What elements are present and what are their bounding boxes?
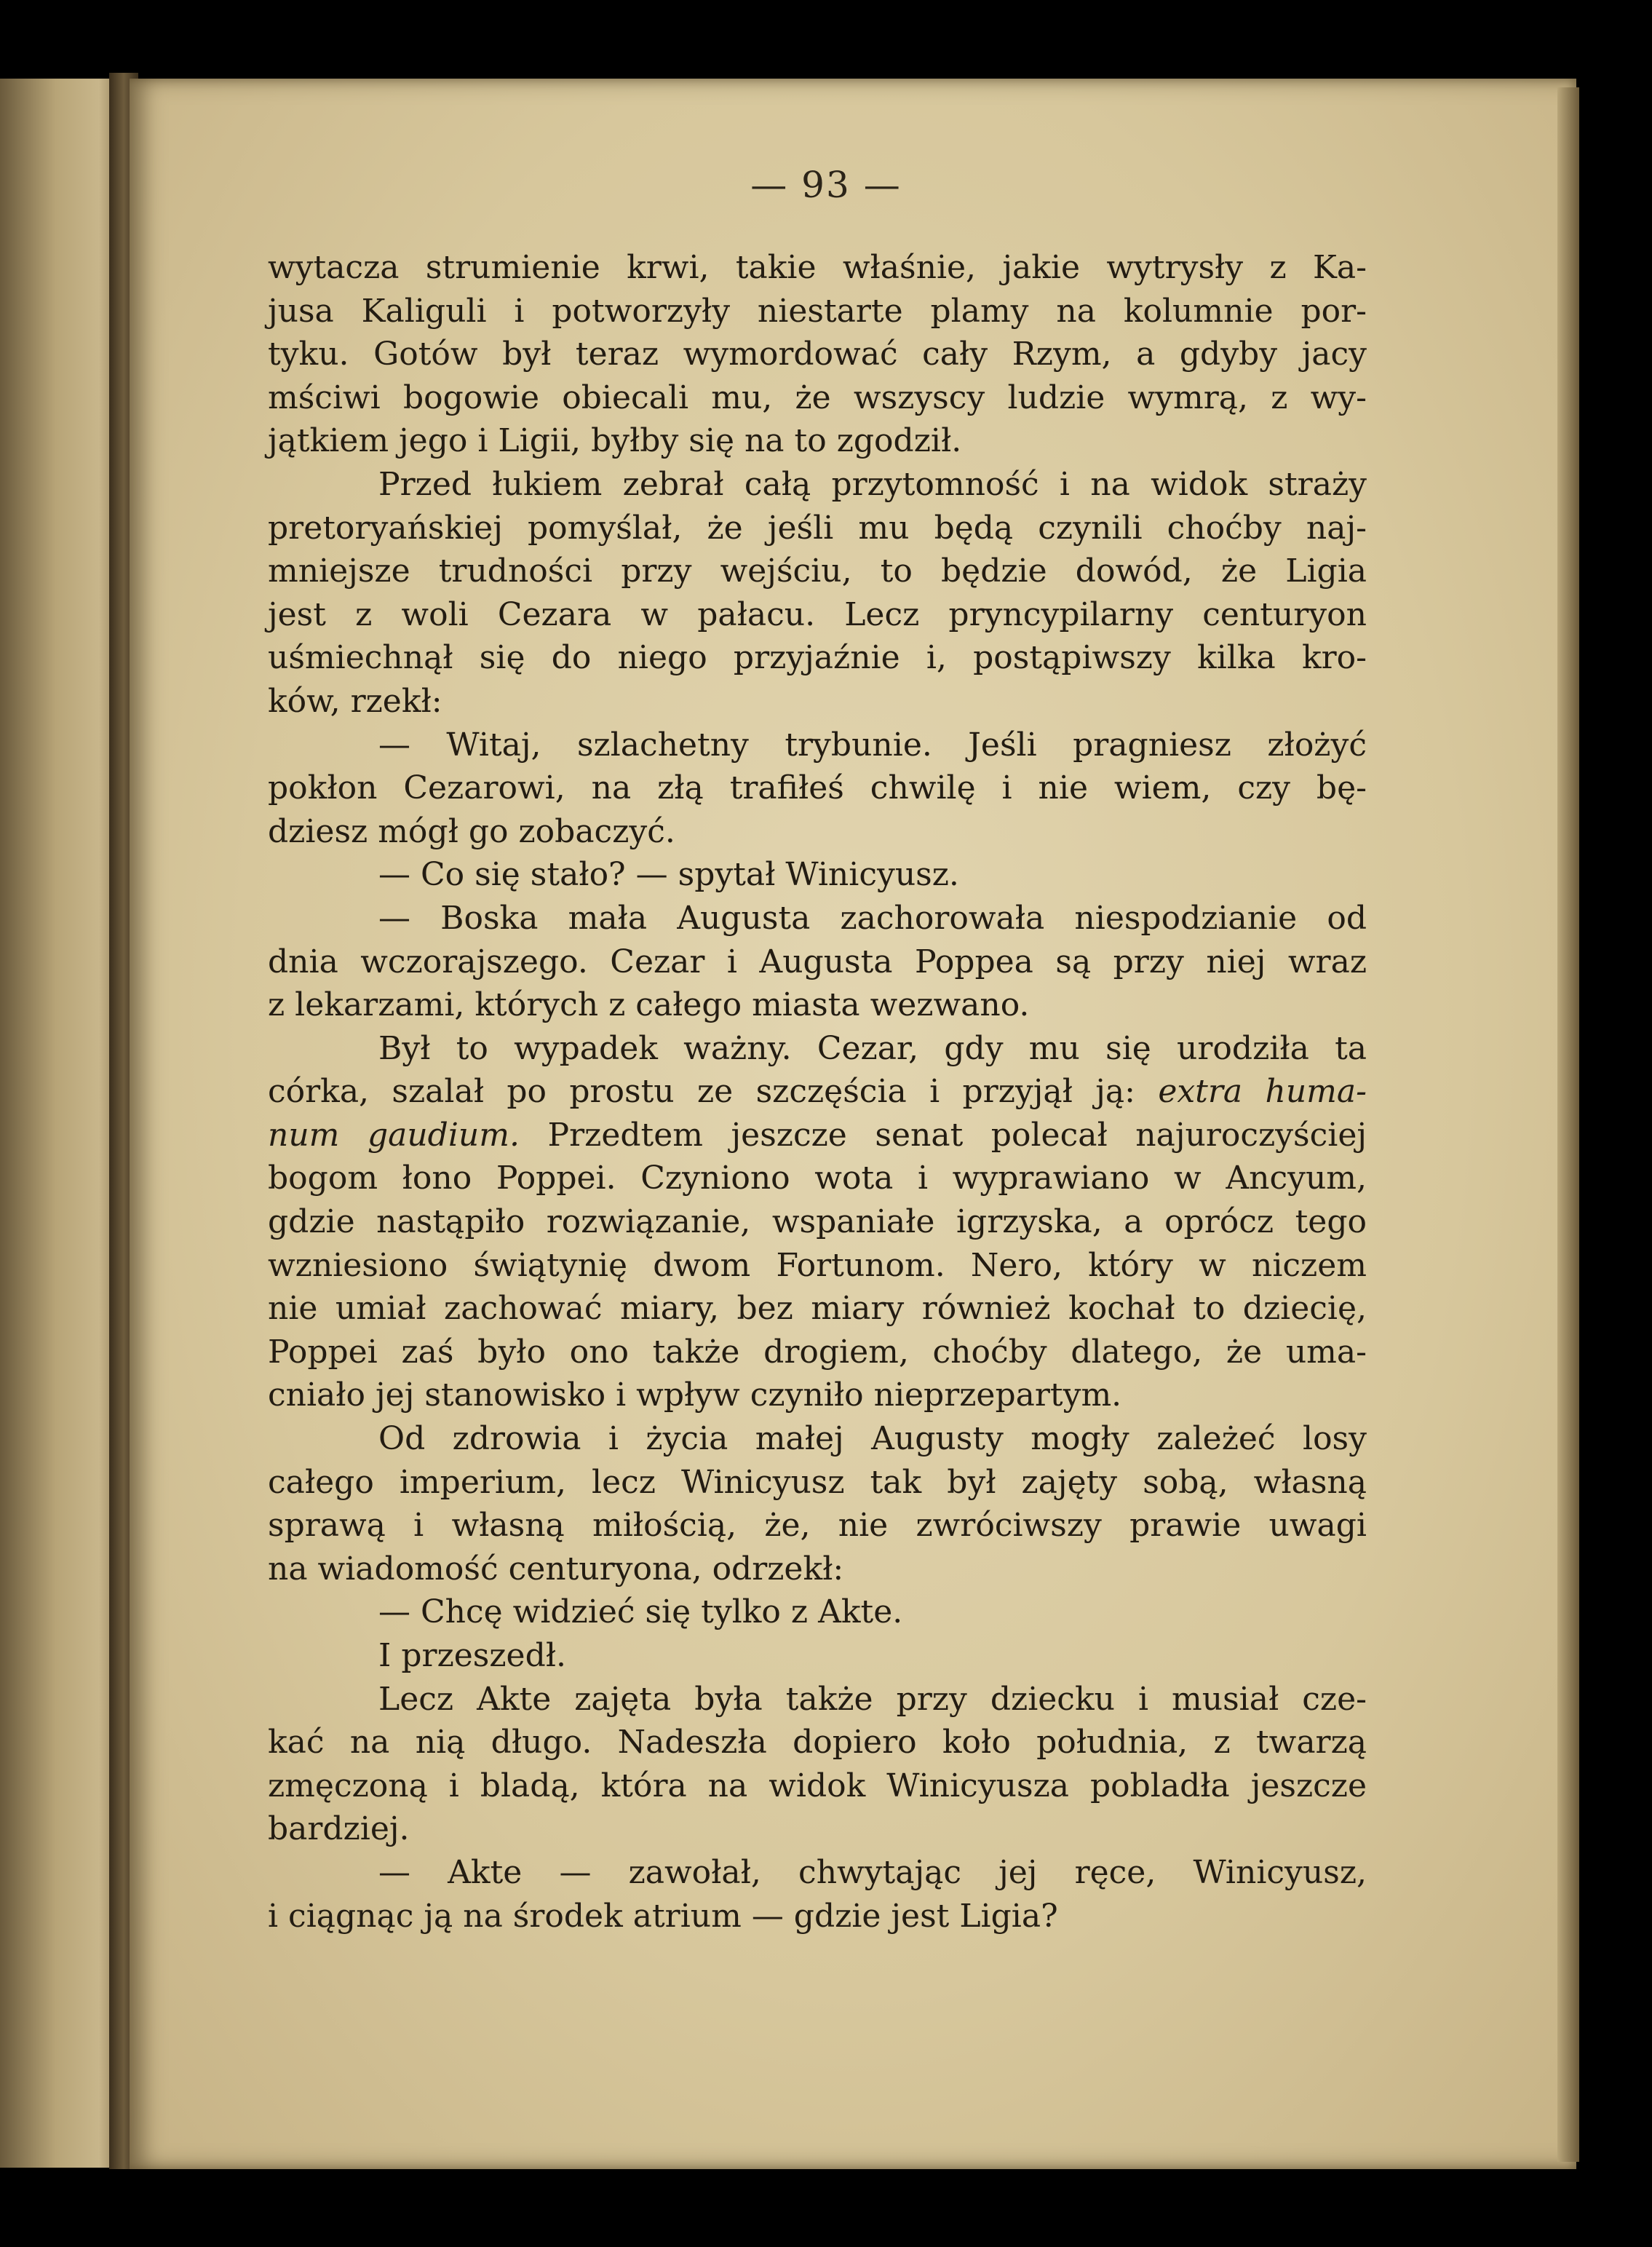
text-line: bogom łono Poppei. Czyniono wota i wyprawiano w Ancyum, (268, 1160, 1367, 1197)
page-number: — 93 — (750, 164, 902, 206)
text-line: Poppei zaś było ono także drogiem, choćby dlatego, że uma- (268, 1333, 1367, 1371)
text-line: — Boska mała Augusta zachorowała niespodzianie od (378, 899, 1367, 937)
text-line: wzniesiono świątynię dwom Fortunom. Nero, który w niczem (268, 1246, 1367, 1284)
text-line: cniało jej stanowisko i wpływ czyniło nieprzepartym. (268, 1376, 1122, 1414)
page-edge-right (1557, 87, 1579, 2162)
text-line: bardziej. (268, 1810, 410, 1848)
text-line: gdzie nastąpiło rozwiązanie, wspaniałe igrzyska, a oprócz tego (268, 1203, 1367, 1241)
text-line: zmęczoną i bladą, która na widok Winicyusza pobladła jeszcze (268, 1767, 1367, 1804)
text-line: — Witaj, szlachetny trybunie. Jeśli pragniesz złożyć (378, 726, 1367, 764)
text-line: i ciągnąc ją na środek atrium — gdzie jest Ligia? (268, 1897, 1058, 1935)
text-line: uśmiechnął się do niego przyjaźnie i, postąpiwszy kilka kro- (268, 639, 1367, 677)
text-segment: Przedtem jeszcze senat polecał najuroczyściej (519, 1116, 1367, 1154)
italic-latin-phrase: extra huma- (1158, 1073, 1367, 1111)
text-line: kać na nią długo. Nadeszła dopiero koło południa, z twarzą (268, 1724, 1367, 1761)
text-line: tyku. Gotów był teraz wymordować cały Rzym, a gdyby jacy (268, 336, 1367, 373)
text-line: dnia wczorajszego. Cezar i Augusta Poppea są przy niej wraz (268, 943, 1367, 980)
text-line: jest z woli Cezara w pałacu. Lecz pryncypilarny centuryon (268, 595, 1367, 633)
text-line: jątkiem jego i Ligii, byłby się na to zgodził. (268, 422, 962, 460)
text-line: sprawą i własną miłością, że, nie zwróciwszy prawie uwagi (268, 1507, 1367, 1545)
text-segment: córka, szalał po prostu ze szczęścia i przyjął ją: (268, 1073, 1159, 1111)
text-line: ków, rzekł: (268, 682, 442, 720)
text-line: Przed łukiem zebrał całą przytomność i na widok straży (378, 465, 1367, 503)
text-line: — Co się stało? — spytał Winicyusz. (378, 856, 959, 894)
italic-latin-phrase: num gaudium. (268, 1116, 520, 1154)
text-line: jusa Kaliguli i potworzyły niestarte plamy na kolumnie por- (268, 292, 1367, 330)
text-line: pokłon Cezarowi, na złą trafiłeś chwilę i nie wiem, czy bę- (268, 769, 1367, 807)
text-line: całego imperium, lecz Winicyusz tak był zajęty sobą, własną (268, 1463, 1367, 1501)
text-line: Był to wypadek ważny. Cezar, gdy mu się urodziła ta (378, 1029, 1367, 1067)
text-line (268, 1070, 1367, 1114)
text-line (268, 1114, 1367, 1157)
text-line: z lekarzami, których z całego miasta wezwano. (268, 986, 1030, 1024)
text-line: Od zdrowia i życia małej Augusty mogły zależeć losy (378, 1420, 1367, 1458)
text-line: mściwi bogowie obiecali mu, że wszyscy ludzie wymrą, z wy- (268, 379, 1367, 416)
text-line: wytacza strumienie krwi, takie właśnie, jakie wytrysły z Ka- (268, 249, 1367, 286)
text-line: dziesz mógł go zobaczyć. (268, 812, 675, 850)
text-line: na wiadomość centuryona, odrzekł: (268, 1550, 844, 1588)
text-line: mniejsze trudności przy wejściu, to będzie dowód, że Ligia (268, 552, 1367, 590)
body-text (268, 246, 1367, 1938)
text-line: I przeszedł. (378, 1637, 567, 1674)
text-line: nie umiał zachować miary, bez miary również kochał to dziecię, (268, 1290, 1367, 1328)
text-line: — Akte — zawołał, chwytając jej ręce, Winicyusz, (378, 1853, 1367, 1891)
left-page-edge (0, 79, 124, 2168)
text-line: pretoryańskiej pomyślał, że jeśli mu będą czynili choćby naj- (268, 509, 1367, 547)
text-line: — Chcę widzieć się tylko z Akte. (378, 1593, 903, 1631)
text-line: Lecz Akte zajęta była także przy dziecku i musiał cze- (378, 1680, 1367, 1718)
